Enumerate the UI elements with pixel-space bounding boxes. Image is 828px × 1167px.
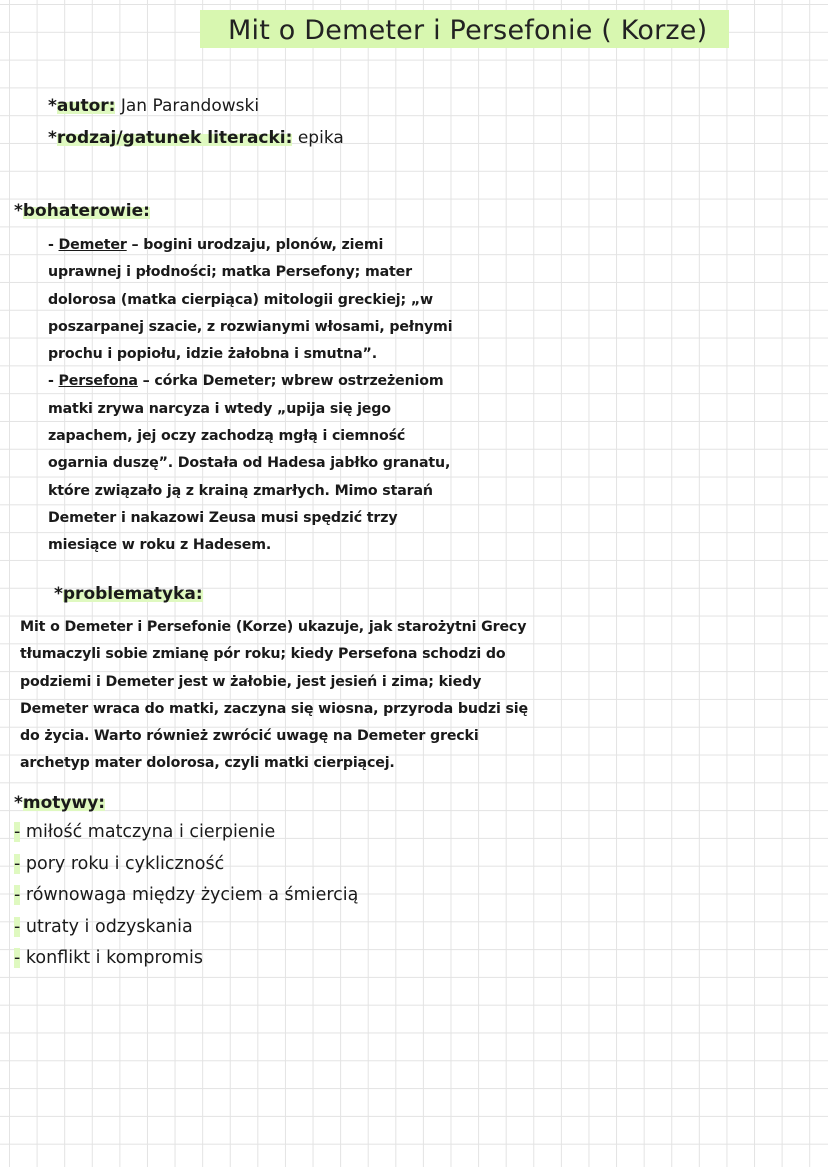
demeter-description: – bogini urodzaju, plonów, ziemi uprawnej i płodności; matka Persefony; mater dolorosa (matka cierpiąca) mitologii greckiej; „w poszarpanej szacie, z rozwianymi włosami, pełnymi prochu i popiołu, idzie żałobna i smutna”. [48,237,453,363]
motifs-heading-text: motywy: [22,793,106,813]
motif-text: konflikt i kompromis [25,948,203,969]
list-item: - utraty i odzyskania [14,916,193,937]
list-item: - równowaga między życiem a śmiercią [14,885,359,906]
motif-text: utraty i odzyskania [25,916,193,937]
genre-value: epika [297,128,344,148]
author-value: Jan Parandowski [120,96,260,116]
persefona-entry: - Persefona – córka Demeter; wbrew ostrzeżeniom matki zrywa narcyza i wtedy „upija się jego zapachem, jej oczy zachodzą mgłą i ciemność ogarnia duszę”. Dostała od Hadesa jabłko granatu, które związało ją z krainą zmarłych. Mimo starań Demeter i nakazowi Zeusa musi spędzić trzy miesiące w roku z Hadesem. [48,373,451,554]
persefona-description: – córka Demeter; wbrew ostrzeżeniom matki zrywa narcyza i wtedy „upija się jego zapachem, jej oczy zachodzą mgłą i ciemność ogarnia duszę”. Dostała od Hadesa jabłko granatu, które związało ją z krainą zmarłych. Mimo starań Demeter i nakazowi Zeusa musi spędzić trzy miesiące w roku z Hadesem. [48,373,451,554]
page-title: Mit o Demeter i Persefonie ( Korze) [200,10,729,48]
characters-heading [14,197,150,225]
characters-heading-text: bohaterowie: [22,201,150,221]
bullet-star: * [14,201,23,221]
author-line [48,90,259,122]
list-item: - konflikt i kompromis [14,948,203,969]
demeter-name: Demeter [58,237,127,253]
motif-text: pory roku i cykliczność [25,853,225,874]
bullet-star: * [54,584,63,604]
motifs-heading [14,789,105,817]
bullet-star: * [48,96,57,116]
problems-heading [54,580,203,608]
genre-line [48,122,344,154]
motifs-list [14,817,358,975]
author-label: autor: [56,96,116,116]
demeter-entry: - Demeter – bogini urodzaju, plonów, ziemi uprawnej i płodności; matka Persefony; mater dolorosa (matka cierpiąca) mitologii greckiej; „w poszarpanej szacie, z rozwianymi włosami, pełnymi prochu i popiołu, idzie żałobna i smutna”. [48,237,453,363]
characters-block [48,232,453,560]
bullet-star: * [48,128,57,148]
persefona-name: Persefona [58,373,138,390]
bullet-star: * [14,793,23,813]
list-item: - pory roku i cykliczność [14,853,225,874]
genre-label: rodzaj/gatunek literacki: [56,128,293,148]
problems-heading-text: problematyka: [62,584,203,604]
motif-text: równowaga między życiem a śmiercią [25,885,359,906]
problems-text: Mit o Demeter i Persefonie (Korze) ukazuje, jak starożytni Grecy tłumaczyli sobie zmianę pór roku; kiedy Persefona schodzi do podziemi i Demeter jest w żałobie, jest jesień i zima; kiedy Demeter wraca do matki, zaczyna się wiosna, przyroda budzi się do życia. Warto również zwrócić uwagę na Demeter grecki archetyp mater dolorosa, czyli matki cierpiącej. [20,619,528,772]
list-item: - miłość matczyna i cierpienie [14,822,276,842]
motif-text: miłość matczyna i cierpienie [25,822,276,842]
